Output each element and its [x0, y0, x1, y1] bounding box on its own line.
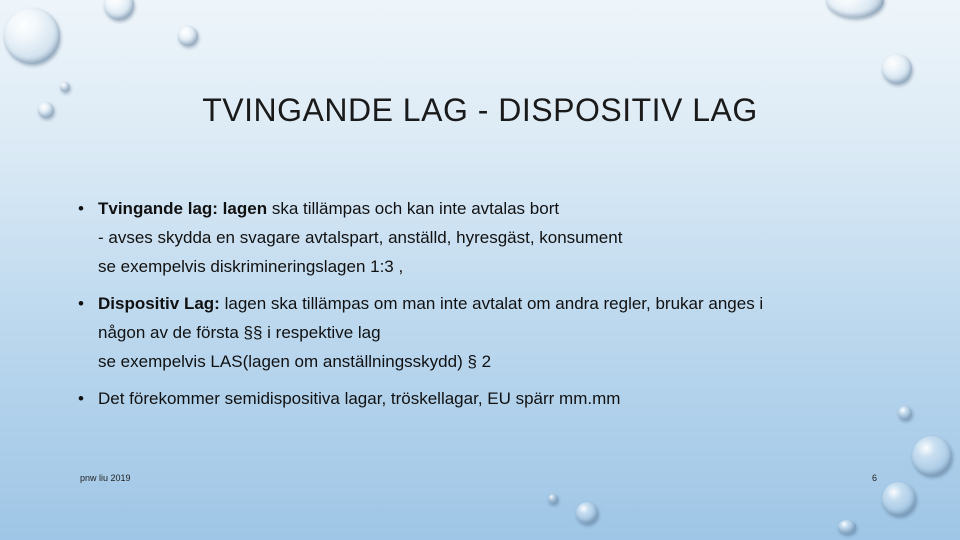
water-drop-icon	[178, 26, 198, 46]
bullet-icon: •	[78, 294, 84, 313]
water-drop-icon	[826, 0, 884, 18]
bullet-line: se exempelvis diskrimineringslagen 1:3 ,	[98, 257, 404, 276]
water-drop-icon	[4, 8, 60, 64]
bullet-line: någon av de första §§ i respektive lag	[98, 323, 381, 342]
bullet-line: - avses skydda en svagare avtalspart, anställd, hyresgäst, konsument	[98, 228, 623, 247]
water-drop-icon	[104, 0, 134, 20]
bullet-item-tvingande	[78, 194, 918, 281]
water-drop-icon	[882, 54, 912, 84]
water-drop-icon	[882, 482, 916, 516]
water-drop-icon	[912, 436, 952, 476]
bullet-line	[98, 194, 918, 223]
footer-text: pnw liu 2019	[80, 473, 131, 483]
water-drop-icon	[548, 494, 558, 504]
bullet-item-dispositiv	[78, 289, 918, 376]
bullet-icon: •	[78, 389, 84, 408]
bullet-list	[78, 194, 918, 421]
bullet-icon: •	[78, 199, 84, 218]
bullet-text: ska tillämpas och kan inte avtalas bort	[267, 199, 560, 218]
page-number: 6	[872, 473, 878, 483]
slide-title: TVINGANDE LAG - DISPOSITIV LAG	[202, 92, 758, 128]
bullet-term: Dispositiv Lag:	[98, 294, 220, 313]
bullet-line: se exempelvis LAS(lagen om anställningsskydd) § 2	[98, 352, 492, 371]
bullet-text: lagen ska tillämpas om man inte avtalat om andra regler, brukar anges i	[219, 294, 764, 313]
water-drop-icon	[576, 502, 598, 524]
bullet-line: Det förekommer semidispositiva lagar, tröskellagar, EU spärr mm.mm	[98, 389, 621, 408]
bullet-term: Tvingande lag: lagen	[98, 199, 268, 218]
bullet-item-semidispositiva	[78, 384, 918, 413]
water-drop-icon	[60, 82, 70, 92]
water-drop-icon	[838, 520, 856, 534]
bullet-line	[98, 289, 918, 318]
